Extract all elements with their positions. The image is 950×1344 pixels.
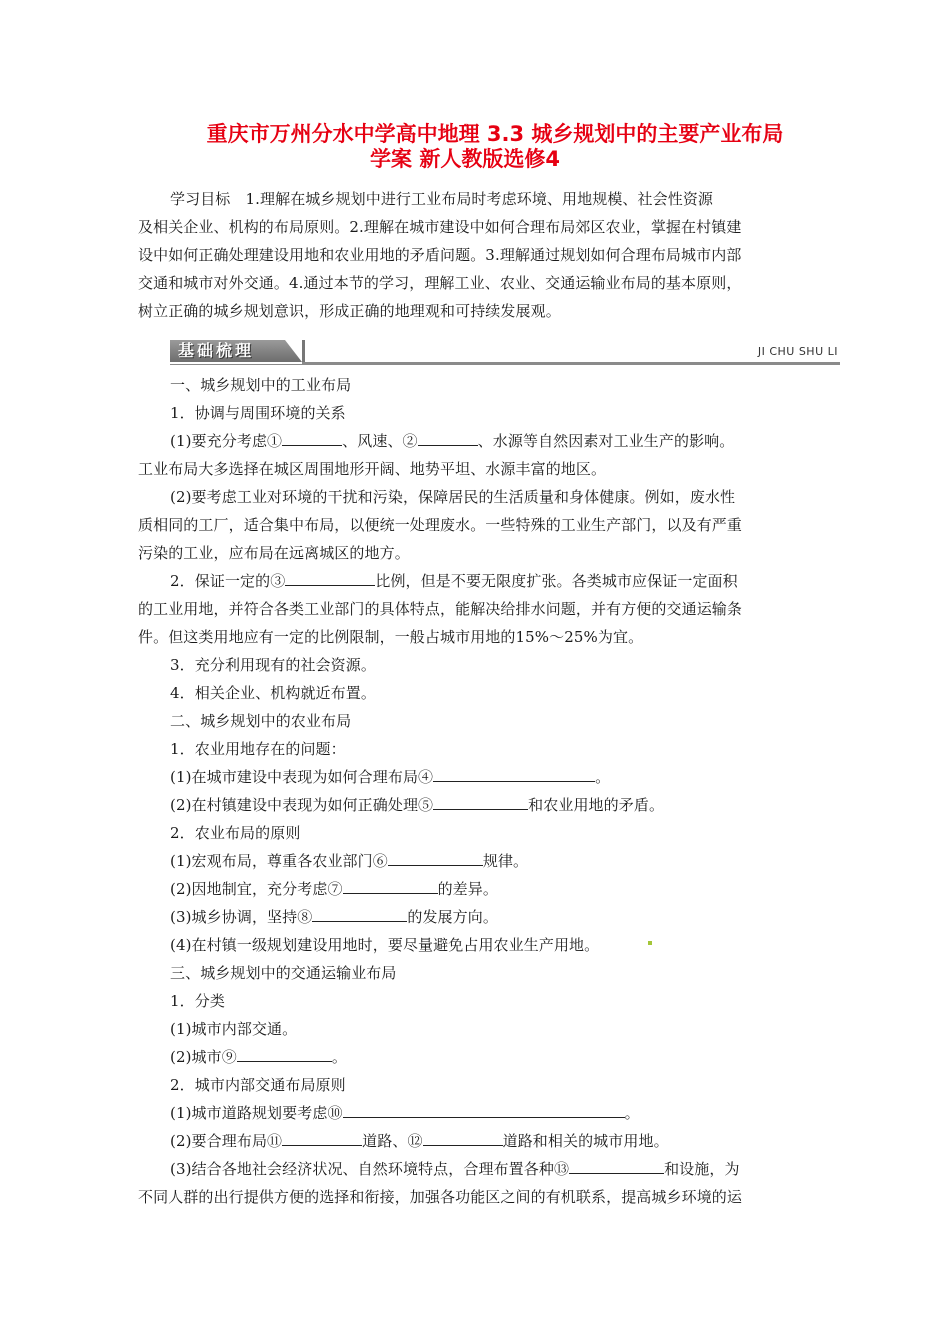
objectives-line: 及相关企业、机构的布局原则。2.理解在城市建设中如何合理布局郊区农业，掌握在村镇建 [138, 218, 742, 236]
text-segment: 道路、⑫ [362, 1132, 423, 1150]
text-segment: 。 [331, 1048, 347, 1066]
text-segment: 道路和相关的城市用地。 [502, 1132, 669, 1150]
fill-in-line [170, 851, 846, 871]
paragraph-line: 不同人群的出行提供方便的选择和衔接，加强各功能区之间的有机联系，提高城乡环境的运 [138, 1188, 743, 1206]
answer-blank-2[interactable] [418, 431, 478, 446]
text-segment: (1)在城市建设中表现为如何合理布局④ [170, 768, 434, 786]
answer-blank-8[interactable] [312, 907, 407, 922]
fill-in-line [170, 1131, 846, 1151]
subheading: 1．农业用地存在的问题： [170, 740, 346, 758]
section-heading: 二、城乡规划中的农业布局 [170, 712, 352, 730]
paragraph-line: 4．相关企业、机构就近布置。 [170, 684, 376, 702]
objectives-line: 树立正确的城乡规划意识，形成正确的地理观和可持续发展观。 [138, 302, 561, 320]
section-heading: 一、城乡规划中的工业布局 [170, 376, 352, 394]
document-title-line1: 重庆市万州分水中学高中地理 3.3 城乡规划中的主要产业布局 [206, 122, 784, 146]
fill-in-line [170, 571, 846, 591]
answer-blank-6[interactable] [388, 851, 483, 866]
paragraph-line: 3．充分利用现有的社会资源。 [170, 656, 376, 674]
text-segment: (2)城市⑨ [170, 1048, 237, 1066]
text-segment: 。 [624, 1104, 640, 1122]
fill-in-line [170, 795, 846, 815]
subheading: 1．分类 [170, 992, 225, 1010]
paragraph-line: (1)城市内部交通。 [170, 1020, 298, 1038]
fill-in-line [170, 767, 846, 787]
text-segment: 、风速、② [342, 432, 418, 450]
paragraph-line: 件。但这类用地应有一定的比例限制，一般占城市用地的15%～25%为宜。 [138, 628, 644, 646]
fill-in-line [170, 1159, 814, 1179]
text-segment: 。 [595, 768, 611, 786]
paragraph-line: 工业布局大多选择在城区周围地形开阔、地势平坦、水源丰富的地区。 [138, 460, 607, 478]
objectives-line: 交通和城市对外交通。4.通过本节的学习，理解工业、农业、交通运输业布局的基本原则， [138, 274, 742, 292]
text-segment: (1)要充分考虑① [170, 432, 283, 450]
text-segment: (1)宏观布局，尊重各农业部门⑥ [170, 852, 388, 870]
text-segment: (3)结合各地社会经济状况、自然环境特点，合理布置各种⑬ [170, 1160, 570, 1178]
section-band-rule [170, 364, 302, 365]
fill-in-line [170, 1103, 846, 1123]
answer-blank-11[interactable] [282, 1131, 362, 1146]
text-segment: 2．保证一定的③ [170, 572, 286, 590]
section-band-label: 基础梳理 [178, 341, 255, 360]
text-segment: (2)因地制宜，充分考虑⑦ [170, 880, 343, 898]
fill-in-line [170, 907, 846, 927]
answer-blank-10[interactable] [343, 1103, 625, 1118]
text-segment: 比例，但是不要无限度扩张。各类城市应保证一定面积 [375, 572, 738, 590]
section-band [170, 340, 840, 366]
answer-blank-13[interactable] [569, 1159, 664, 1174]
answer-blank-7[interactable] [343, 879, 438, 894]
section-band-divider [302, 340, 305, 362]
text-segment: (3)城乡协调，坚持⑧ [170, 908, 313, 926]
paragraph-line: 质相同的工厂，适合集中布局，以便统一处理废水。一些特殊的工业生产部门，以及有严重 [138, 516, 743, 534]
paragraph-line: (2)要考虑工业对环境的干扰和污染，保障居民的生活质量和身体健康。例如，废水性 [170, 488, 736, 506]
fill-in-line [170, 1047, 846, 1067]
subheading: 2．城市内部交通布局原则 [170, 1076, 346, 1094]
green-dot-mark [648, 941, 652, 945]
answer-blank-3[interactable] [285, 571, 375, 586]
text-segment: 和设施，为 [664, 1160, 740, 1178]
paragraph-line: 污染的工业，应布局在远离城区的地方。 [138, 544, 410, 562]
section-band-pinyin: JI CHU SHU LI [757, 345, 838, 358]
answer-blank-1[interactable] [282, 431, 342, 446]
text-segment: (2)在村镇建设中表现为如何正确处理⑤ [170, 796, 434, 814]
document-title-line2: 学案 新人教版选修4 [370, 147, 560, 171]
text-segment: 的发展方向。 [407, 908, 498, 926]
answer-blank-5[interactable] [433, 795, 528, 810]
objectives-line: 学习目标 1.理解在城乡规划中进行工业布局时考虑环境、用地规模、社会性资源 [170, 190, 714, 208]
text-segment: (1)城市道路规划要考虑⑩ [170, 1104, 343, 1122]
answer-blank-9[interactable] [237, 1047, 332, 1062]
subheading: 1．协调与周围环境的关系 [170, 404, 346, 422]
text-segment: 、水源等自然因素对工业生产的影响。 [477, 432, 735, 450]
paragraph-line: (4)在村镇一级规划建设用地时，要尽量避免占用农业生产用地。 [170, 936, 600, 954]
fill-in-line [170, 879, 846, 899]
fill-in-line [170, 431, 846, 451]
paragraph-line: 的工业用地，并符合各类工业部门的具体特点，能解决给排水问题，并有方便的交通运输条 [138, 600, 743, 618]
subheading: 2．农业布局的原则 [170, 824, 301, 842]
answer-blank-12[interactable] [423, 1131, 503, 1146]
text-segment: 的差异。 [437, 880, 498, 898]
section-heading: 三、城乡规划中的交通运输业布局 [170, 964, 397, 982]
answer-blank-4[interactable] [433, 767, 595, 782]
text-segment: (2)要合理布局⑪ [170, 1132, 283, 1150]
text-segment: 和农业用地的矛盾。 [528, 796, 665, 814]
section-band-rule [302, 362, 840, 365]
objectives-line: 设中如何正确处理建设用地和农业用地的矛盾问题。3.理解通过规划如何合理布局城市内部 [138, 246, 742, 264]
text-segment: 规律。 [482, 852, 529, 870]
